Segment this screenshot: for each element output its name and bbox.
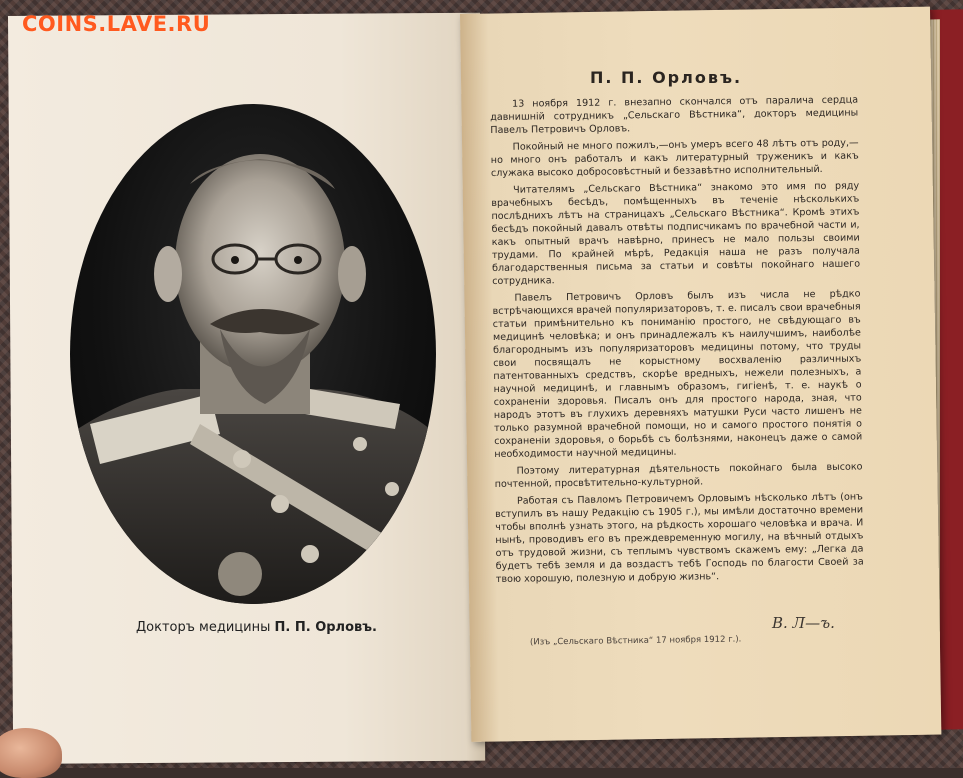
article-paragraph: Покойный не много пожилъ,—онъ умеръ всего 48 лѣтъ отъ роду,—но много онъ работалъ и какъ литературный труженикъ и какъ служака высоко добросовѣстный и беззавѣтно исполнительный. [490,137,859,179]
article-body [490,94,864,590]
watermark: COINS.LAVE.RU [22,12,211,36]
portrait-illustration [70,104,436,604]
article-paragraph: Павелъ Петровичъ Орловъ былъ изъ числа не рѣдко встрѣчающихся врачей популяризаторовъ, т. е. писалъ свои врачебныя статьи примѣнительно къ пониманію простого, не свѣдующаго въ медицинѣ человѣка; и онъ принадлежалъ къ наилучшимъ, наиболѣе благороднымъ изъ популяризаторовъ медицины потому, что труды свои посвящалъ не корыстному восхваленію различныхъ патентованныхъ средствъ, скорѣе вредныхъ, нежели полезныхъ, а научной медицинѣ, и главнымъ образомъ, гигіенѣ, т. е. наукѣ о сохраненіи здоровья. Писалъ онъ для простого народа, зная, что народъ этотъ въ глухихъ деревняхъ матушки Руси часто лишенъ не только разумной врачебной помощи, но и самого простого понятія о сохраненіи здоровья, о борьбѣ съ болѣзнями, наконецъ даже о самой необходимости научной медицины. [492,288,863,460]
caption-name: П. П. Орловъ. [274,620,377,635]
portrait-caption [136,620,396,635]
article-paragraph: Читателямъ „Сельскаго Вѣстника“ знакомо это имя по ряду врачебныхъ бесѣдъ, помѣщенныхъ въ теченіе нѣсколькихъ послѣднихъ лѣтъ на страницахъ „Сельскаго Вѣстника“. Кромѣ этихъ бесѣдъ покойный давалъ отвѣты подписчикамъ по врачебной части и, какъ опытный врачъ навѣрно, принесъ не мало пользы своими трудами. По крайней мѣрѣ, Редакція наша не разъ получала благодарственныя письма за статьи и совѣты покойнаго нашего сотрудника. [491,180,861,287]
portrait-photo [70,104,436,604]
signature: В. Л—ъ. [772,614,835,632]
source-note: (Изъ „Сельскаго Вѣстника“ 17 ноября 1912 г.). [529,634,742,648]
caption-prefix: Докторъ медицины [136,620,275,635]
article-title: П. П. Орловъ. [590,68,743,87]
article-paragraph: Работая съ Павломъ Петровичемъ Орловымъ нѣсколько лѣтъ (онъ вступилъ въ нашу Редакцію съ 1905 г.), мы имѣли достаточно времени чтобы вполнѣ узнать этого, на рѣдкость хорошаго человѣка и врача. И нынѣ, проводивъ его въ преждевременную могилу, на вѣчный отдыхъ отъ трудовой жизни, съ теплымъ чувствомъ скажемъ ему: „Легка да будетъ тебѣ земля и да воздастъ тебѣ Господь по благости Своей за твою хорошую, полезную и добрую жизнь“. [495,491,864,585]
article-paragraph: Поэтому литературная дѣятельность покойнаго была высоко почтенной, просвѣтительно-культурной. [494,461,863,490]
article-paragraph: 13 ноября 1912 г. внезапно скончался отъ паралича сердца давнишній сотрудникъ „Сельскаго Вѣстника“, докторъ медицины Павелъ Петровичъ Орловъ. [490,94,859,136]
